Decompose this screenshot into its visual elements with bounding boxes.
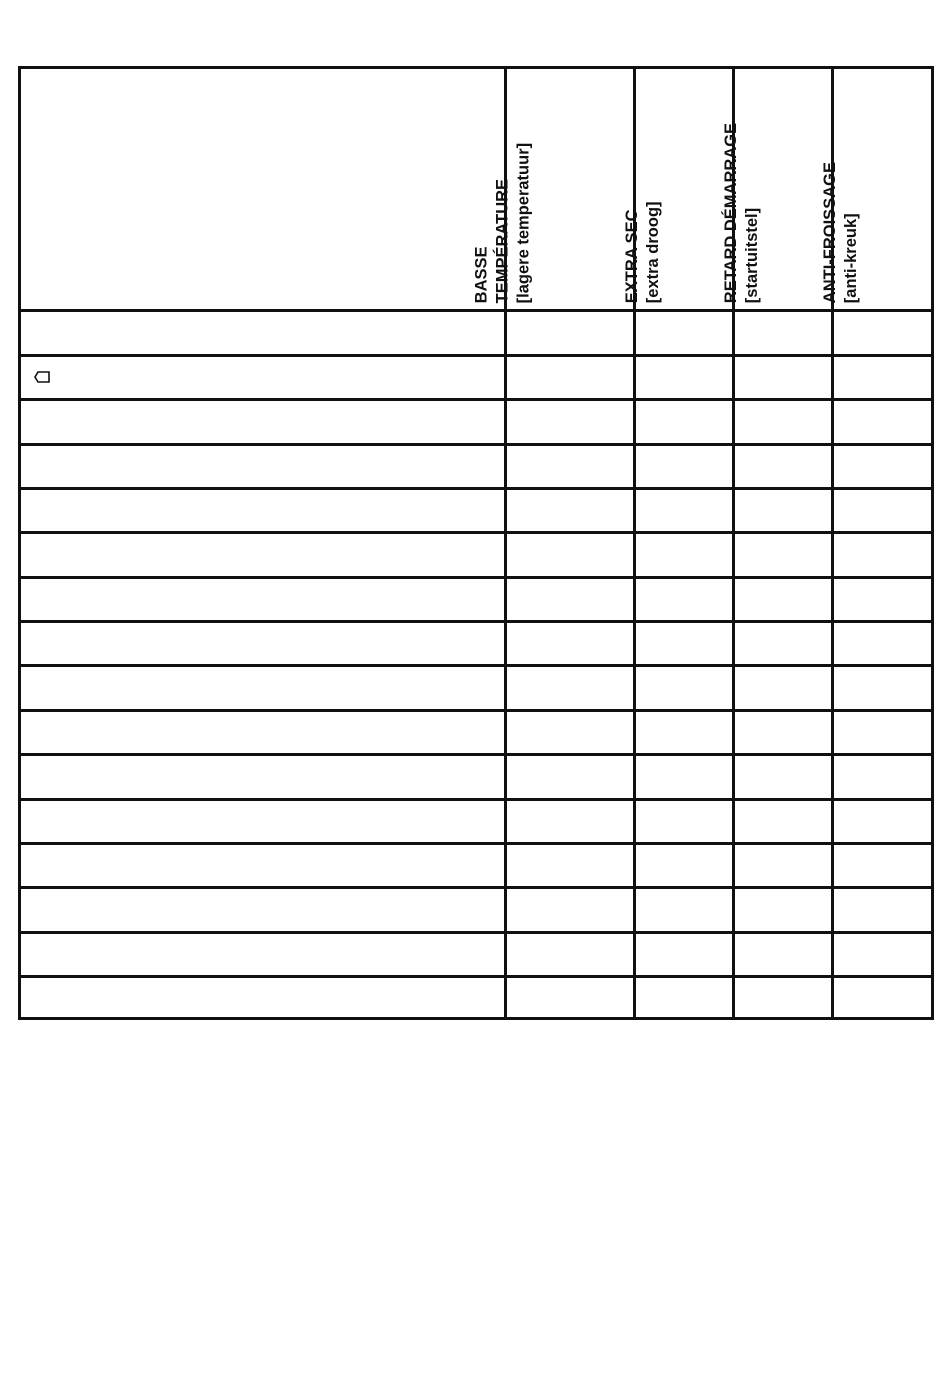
row-divider xyxy=(21,531,931,534)
header-subtitle: [lagere temperatuur] xyxy=(514,142,533,303)
header-label xyxy=(622,73,664,303)
row-divider xyxy=(21,443,931,446)
row-divider xyxy=(21,842,931,845)
header-label xyxy=(721,73,763,303)
header-label xyxy=(820,73,862,303)
header-title: RETARD DÉMARRAGE xyxy=(721,122,740,303)
header-title: TEMPÉRATURE xyxy=(493,178,512,303)
row-divider xyxy=(21,798,931,801)
header-subtitle: [startuitstel] xyxy=(742,207,761,303)
row-divider xyxy=(21,664,931,667)
header-subtitle: [extra droog] xyxy=(643,201,662,303)
header-basse-temperature xyxy=(472,69,633,311)
row-divider xyxy=(21,487,931,490)
row-divider xyxy=(21,354,931,357)
row-divider xyxy=(21,886,931,889)
header-title: BASSE xyxy=(472,246,491,303)
row-divider xyxy=(21,398,931,401)
header-title: ANTI-FROISSAGE xyxy=(820,161,839,303)
row-divider xyxy=(21,576,931,579)
row-divider xyxy=(21,753,931,756)
tag-icon xyxy=(34,371,50,383)
options-table xyxy=(18,66,934,1020)
row-divider xyxy=(21,975,931,978)
header-retard-demarrage xyxy=(721,69,831,311)
header-label xyxy=(472,73,535,303)
row-divider xyxy=(21,620,931,623)
header-anti-froissage xyxy=(820,69,931,311)
row-divider xyxy=(21,931,931,934)
row-divider xyxy=(21,709,931,712)
header-extra-sec xyxy=(622,69,732,311)
header-title: EXTRA SEC xyxy=(622,209,641,303)
header-subtitle: [anti-kreuk] xyxy=(841,213,860,303)
